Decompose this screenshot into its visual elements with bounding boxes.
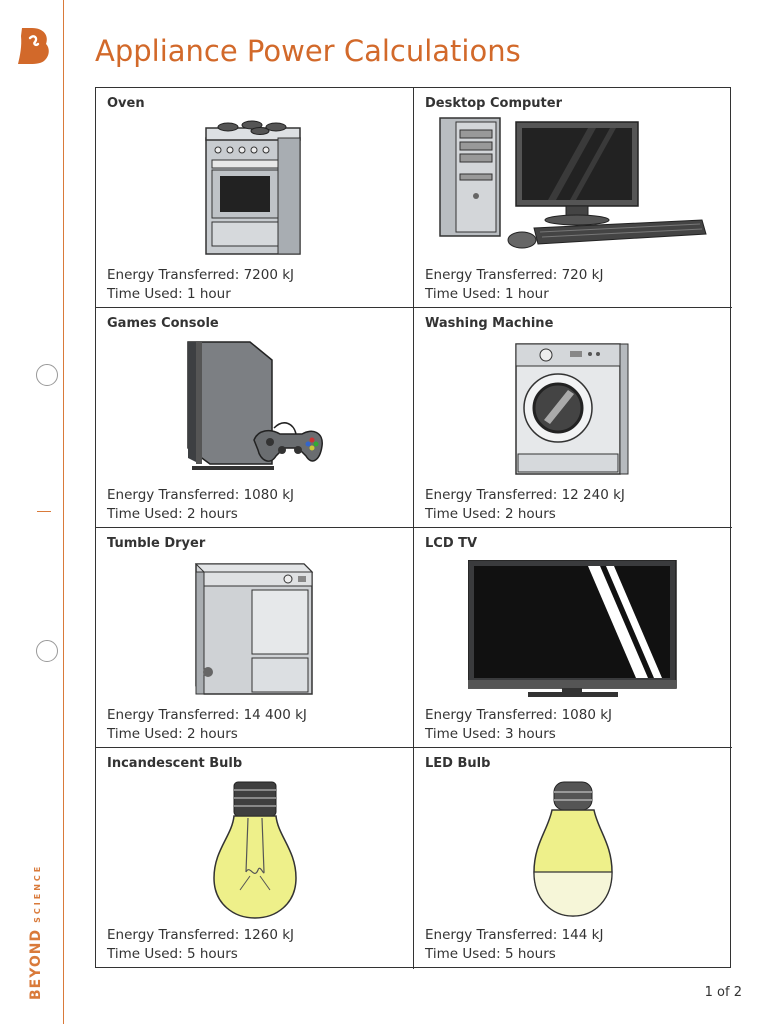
appliance-grid	[95, 87, 731, 968]
oven-icon	[200, 116, 306, 256]
appliance-name: Oven	[107, 96, 145, 111]
appliance-card-washing-machine	[414, 308, 732, 528]
time-used: Time Used: 2 hours	[107, 726, 238, 742]
appliance-name: LED Bulb	[425, 756, 491, 771]
energy-transferred: Energy Transferred: 144 kJ	[425, 927, 604, 943]
tumble-dryer-icon	[192, 558, 316, 700]
appliance-card-led-bulb	[414, 748, 732, 969]
time-used: Time Used: 1 hour	[107, 286, 231, 302]
energy-transferred: Energy Transferred: 7200 kJ	[107, 267, 295, 283]
appliance-name: LCD TV	[425, 536, 478, 551]
time-used: Time Used: 5 hours	[107, 946, 238, 962]
appliance-name: Washing Machine	[425, 316, 554, 331]
energy-transferred: Energy Transferred: 14 400 kJ	[107, 707, 307, 723]
energy-transferred: Energy Transferred: 1080 kJ	[107, 487, 295, 503]
appliance-card-desktop-computer	[414, 88, 732, 308]
appliance-name: Desktop Computer	[425, 96, 562, 111]
brand-main: BEYOND	[28, 928, 44, 1000]
brand-wordmark	[22, 845, 44, 1000]
appliance-card-lcd-tv	[414, 528, 732, 748]
time-used: Time Used: 2 hours	[425, 506, 556, 522]
lcd-tv-icon	[468, 560, 678, 700]
margin-line	[63, 0, 64, 1024]
appliance-card-tumble-dryer	[96, 528, 414, 748]
energy-transferred: Energy Transferred: 12 240 kJ	[425, 487, 625, 503]
time-used: Time Used: 3 hours	[425, 726, 556, 742]
page-title: Appliance Power Calculations	[95, 34, 521, 68]
energy-transferred: Energy Transferred: 1080 kJ	[425, 707, 613, 723]
desktop-computer-icon	[438, 116, 708, 258]
fold-mark	[37, 511, 51, 512]
page-number: 1 of 2	[704, 985, 742, 1000]
appliance-card-oven	[96, 88, 414, 308]
appliance-name: Tumble Dryer	[107, 536, 206, 551]
beyond-logo-icon	[16, 26, 50, 66]
appliance-card-incandescent-bulb	[96, 748, 414, 969]
appliance-card-games-console	[96, 308, 414, 528]
punch-hole-bottom	[36, 640, 58, 662]
time-used: Time Used: 1 hour	[425, 286, 549, 302]
time-used: Time Used: 5 hours	[425, 946, 556, 962]
energy-transferred: Energy Transferred: 1260 kJ	[107, 927, 295, 943]
incandescent-bulb-icon	[210, 780, 300, 922]
energy-transferred: Energy Transferred: 720 kJ	[425, 267, 604, 283]
appliance-name: Games Console	[107, 316, 219, 331]
punch-hole-top	[36, 364, 58, 386]
time-used: Time Used: 2 hours	[107, 506, 238, 522]
washing-machine-icon	[510, 338, 634, 480]
appliance-name: Incandescent Bulb	[107, 756, 243, 771]
games-console-icon	[184, 338, 328, 480]
brand-sub: SCIENCE	[33, 863, 42, 923]
led-bulb-icon	[528, 780, 618, 922]
